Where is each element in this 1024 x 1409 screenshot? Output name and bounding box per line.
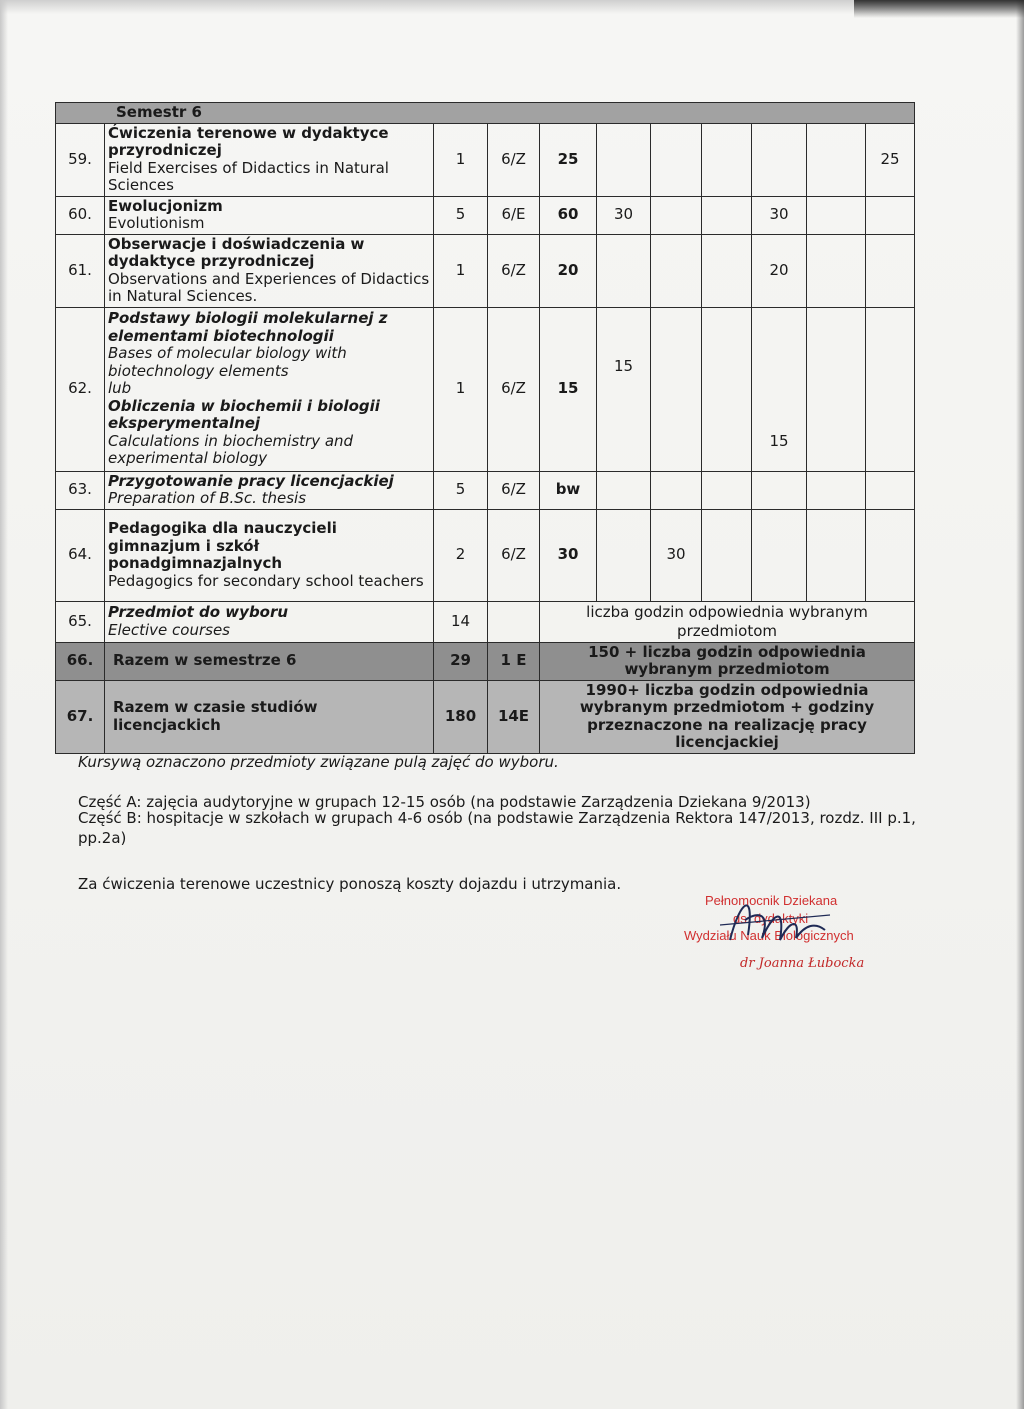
semester-header-row — [56, 103, 915, 124]
semester-form-cell — [488, 601, 540, 642]
hours-cell — [651, 123, 702, 196]
course-name-en: Preparation of B.Sc. thesis — [108, 489, 307, 507]
course-name-pl: Przygotowanie pracy licencjackiej — [108, 471, 394, 490]
summary-label: Razem w czasie studiów licencjackich — [105, 680, 434, 753]
course-name-en-alt: Calculations in biochemistry and experimental biology — [108, 431, 354, 468]
hours-cell — [866, 509, 915, 601]
course-name-cell — [105, 123, 434, 196]
hours-total-cell: 30 — [540, 509, 597, 601]
ects-cell: 14 — [434, 601, 488, 642]
hours-cell — [807, 234, 866, 307]
row-number: 61. — [56, 234, 105, 307]
hours-cell — [597, 234, 651, 307]
row-number: 66. — [56, 642, 105, 680]
hours-note-cell: 150 + liczba godzin odpowiednia wybranym przedmiotom — [540, 642, 915, 680]
hours-cell — [702, 196, 752, 234]
table-row-summary — [56, 680, 915, 753]
table-row — [56, 601, 915, 642]
course-name-en: Bases of molecular biology with biotechnology elements — [108, 344, 347, 380]
hours-cell: 30 — [597, 196, 651, 234]
semester-form-cell: 1 E — [488, 642, 540, 680]
signatory-name: dr Joanna Łubocka — [740, 956, 865, 971]
hours-cell — [807, 471, 866, 509]
hours-cell: 30 — [651, 509, 702, 601]
hours-cell — [702, 123, 752, 196]
course-name-pl: Obserwacje i doświadczenia w dydaktyce przyrodniczej — [108, 234, 365, 270]
hours-cell: 25 — [866, 123, 915, 196]
hours-cell — [866, 234, 915, 307]
course-name-pl: Przedmiot do wyboru — [108, 603, 289, 621]
hours-total-cell: 60 — [540, 196, 597, 234]
hours-cell — [866, 196, 915, 234]
ects-cell: 5 — [434, 471, 488, 509]
stamp-line-1: Pełnomocnik Dziekana — [705, 893, 838, 908]
hours-cell — [651, 196, 702, 234]
hours-total-cell: 25 — [540, 123, 597, 196]
row-number: 65. — [56, 601, 105, 642]
row-number: 62. — [56, 307, 105, 471]
ects-cell: 5 — [434, 196, 488, 234]
course-name-en: Elective courses — [108, 620, 230, 639]
hours-cell: 20 — [752, 234, 807, 307]
scan-corner-shadow — [854, 0, 1024, 18]
hours-total-cell: 15 — [540, 307, 597, 471]
hours-cell: 15 — [597, 307, 651, 471]
hours-cell: 30 — [752, 196, 807, 234]
semester-form-cell: 14E — [488, 680, 540, 753]
course-name-en: Observations and Experiences of Didactics in Natural Sciences. — [108, 269, 430, 305]
hours-cell — [597, 471, 651, 509]
row-number: 64. — [56, 509, 105, 601]
hours-cell — [807, 307, 866, 471]
course-name-pl: Podstawy biologii molekularnej z elementami biotechnologii — [108, 309, 388, 345]
row-number: 59. — [56, 123, 105, 196]
semester-form-cell: 6/Z — [488, 509, 540, 601]
hours-cell — [702, 234, 752, 307]
handwritten-signature — [700, 880, 850, 960]
hours-cell: 15 — [752, 307, 807, 471]
hours-cell — [807, 123, 866, 196]
course-name-cell — [105, 601, 434, 642]
ects-cell: 29 — [434, 642, 488, 680]
course-name-cell — [105, 307, 434, 471]
course-name-en: Pedagogics for secondary school teachers — [108, 571, 424, 590]
ects-cell: 180 — [434, 680, 488, 753]
semester-label: Semestr 6 — [56, 103, 915, 124]
course-name-en: Evolutionism — [108, 214, 205, 232]
table-row — [56, 307, 915, 471]
summary-label: Razem w semestrze 6 — [105, 642, 434, 680]
italic-note: Kursywą oznaczono przedmioty związane pulą zajęć do wyboru. — [78, 753, 559, 771]
semester-form-cell: 6/E — [488, 196, 540, 234]
course-name-cell — [105, 509, 434, 601]
hours-cell — [866, 307, 915, 471]
course-name-pl-alt: Obliczenia w biochemii i biologii eksperymentalnej — [108, 396, 380, 433]
semester-form-cell: 6/Z — [488, 123, 540, 196]
hours-cell — [702, 509, 752, 601]
hours-cell — [752, 509, 807, 601]
ects-cell: 2 — [434, 509, 488, 601]
stamp-line-2: ds. dydaktyki — [733, 911, 809, 926]
hours-cell — [752, 471, 807, 509]
hours-total-cell: 20 — [540, 234, 597, 307]
hours-cell — [702, 307, 752, 471]
hours-note-cell: 1990+ liczba godzin odpowiednia wybranym przedmiotom + godziny przeznaczone na realizację pracy licencjackiej — [540, 680, 915, 753]
semester-form-cell: 6/Z — [488, 307, 540, 471]
course-name-en: Field Exercises of Didactics in Natural Sciences — [108, 158, 389, 194]
semester-form-cell: 6/Z — [488, 471, 540, 509]
hours-cell — [702, 471, 752, 509]
table-row — [56, 196, 915, 234]
hours-note-cell: liczba godzin odpowiednia wybranym przedmiotom — [540, 601, 915, 642]
footnote-part-a: Część A: zajęcia audytoryjne w grupach 12-15 osób (na podstawie Zarządzenia Dziekana 9/2013) — [78, 793, 811, 811]
course-name-cell — [105, 471, 434, 509]
footnote-part-b: Część B: hospitacje w szkołach w grupach 4-6 osób (na podstawie Zarządzenia Rektora 147/2013, rozdz. III p.1, pp.2a) — [78, 809, 916, 847]
row-number: 63. — [56, 471, 105, 509]
hours-cell — [651, 234, 702, 307]
hours-cell — [807, 196, 866, 234]
hours-cell — [866, 471, 915, 509]
hours-total-cell: bw — [540, 471, 597, 509]
stamp-line-3: Wydziału Nauk Biologicznych — [684, 928, 854, 943]
page-edge-shadow — [0, 0, 8, 1409]
course-name-pl: Ewolucjonizm — [108, 196, 223, 215]
hours-cell — [752, 123, 807, 196]
hours-cell — [807, 509, 866, 601]
page-edge-shadow — [1016, 0, 1024, 1409]
semester-form-cell: 6/Z — [488, 234, 540, 307]
row-number: 60. — [56, 196, 105, 234]
course-name-cell — [105, 196, 434, 234]
ects-cell: 1 — [434, 234, 488, 307]
table-row — [56, 234, 915, 307]
footnote-field-costs: Za ćwiczenia terenowe uczestnicy ponoszą koszty dojazdu i utrzymania. — [78, 875, 622, 893]
or-word: lub — [108, 379, 132, 398]
course-name-pl: Pedagogika dla nauczycieli gimnazjum i szkół ponadgimnazjalnych — [108, 519, 337, 572]
table-row — [56, 471, 915, 509]
hours-cell — [651, 307, 702, 471]
curriculum-table — [55, 102, 915, 754]
hours-cell — [651, 471, 702, 509]
table-row — [56, 123, 915, 196]
course-name-pl: Ćwiczenia terenowe w dydaktyce przyrodniczej — [108, 123, 389, 159]
ects-cell: 1 — [434, 123, 488, 196]
table-row-summary — [56, 642, 915, 680]
table-row — [56, 509, 915, 601]
hours-cell — [597, 509, 651, 601]
ects-cell: 1 — [434, 307, 488, 471]
hours-cell — [597, 123, 651, 196]
course-name-cell — [105, 234, 434, 307]
row-number: 67. — [56, 680, 105, 753]
